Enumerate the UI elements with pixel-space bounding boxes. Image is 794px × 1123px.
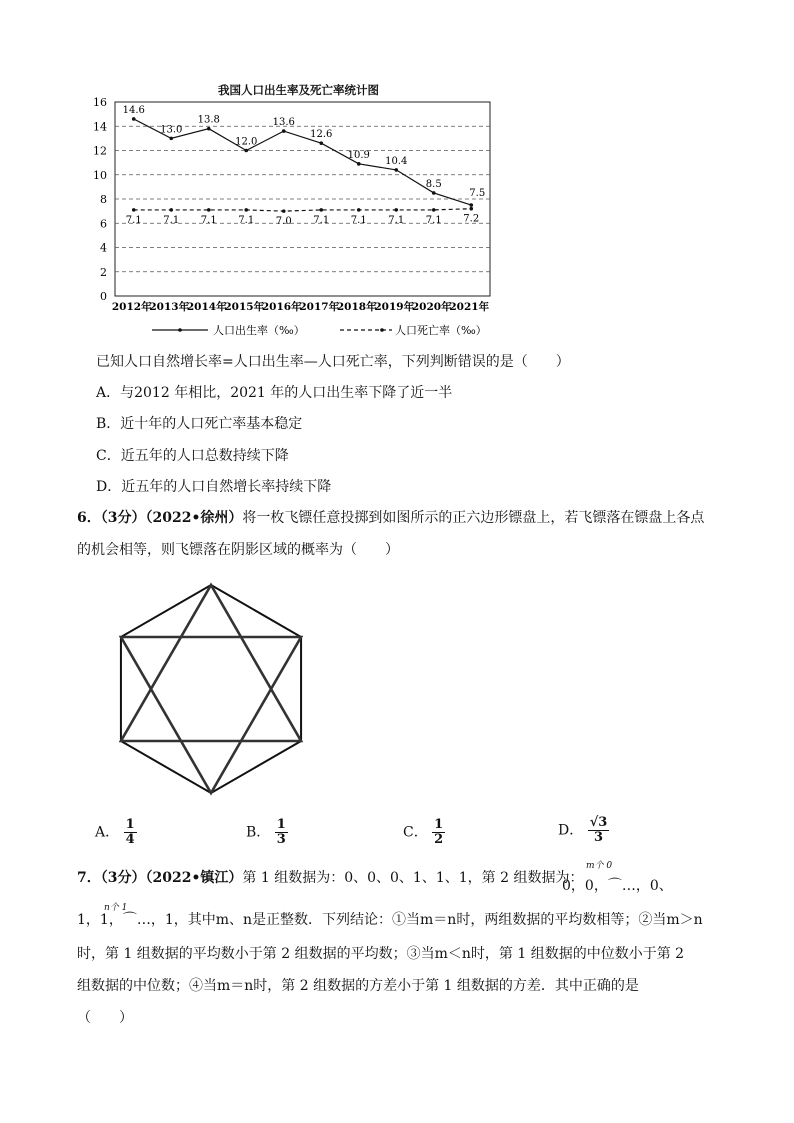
line-chart — [0, 0, 794, 360]
q6-line2: 的机会相等，则飞镖落在阴影区域的概率为（ ） — [77, 542, 399, 558]
q6-option-a: A． $\frac{1}{4}$ — [95, 817, 135, 847]
q7-group2-ones: 1，1，⌒…，1 — [77, 912, 174, 928]
x-tick-label: 2020年 — [411, 301, 452, 313]
hexagon-outline — [121, 585, 301, 793]
q7-n-ones-label: n个 1 — [104, 903, 128, 913]
y-tick-label: 10 — [93, 168, 107, 182]
q5-option-a: A．与2012 年相比，2021 年的人口出生率下降了近一半 — [96, 385, 453, 401]
y-tick-label: 0 — [100, 290, 107, 303]
q7-line4: 组数据的中位数；④当m＝n时，第 2 组数据的方差小于第 1 组数据的方差．其中正确的是 — [77, 978, 639, 994]
triangle-up — [121, 585, 301, 741]
death-rate-point — [357, 208, 361, 212]
birth-rate-point — [432, 191, 436, 195]
death-rate-label: 7.1 — [238, 214, 255, 226]
death-rate-label: 7.1 — [163, 214, 180, 226]
x-tick-label: 2019年 — [374, 301, 415, 313]
q7-line2: 1，1，⌒…，1，其中m、n是正整数．下列结论：①当m＝n时，两组数据的平均数相等；②当m＞n — [77, 912, 703, 928]
q6-option-c: C． $\frac{1}{2}$ — [403, 817, 444, 847]
birth-rate-point — [357, 162, 361, 166]
q6-option-d: D． $\frac{√3}{3}$ — [558, 815, 608, 845]
q6-option-b: B． $\frac{1}{3}$ — [246, 817, 286, 847]
x-tick-label: 2013年 — [149, 301, 190, 313]
death-rate-point — [469, 207, 473, 211]
death-rate-label: 7.1 — [350, 214, 367, 226]
x-tick-label: 2018年 — [336, 301, 377, 313]
x-tick-label: 2016年 — [261, 301, 302, 313]
birth-rate-point — [282, 129, 286, 133]
fraction: $\frac{1}{2}$ — [434, 817, 444, 847]
q5-option-b: B．近十年的人口死亡率基本稳定 — [96, 416, 303, 432]
q5-option-c: C．近五年的人口总数持续下降 — [96, 448, 289, 464]
q7-number: 7． — [77, 870, 101, 886]
birth-rate-point — [132, 117, 136, 121]
y-tick-label: 16 — [93, 96, 107, 109]
q7-line5: （ ） — [77, 1010, 133, 1026]
birth-rate-point — [207, 127, 211, 131]
birth-rate-point — [394, 168, 398, 172]
y-tick-label: 6 — [100, 217, 107, 231]
q7-group2-zeros: 0，0，⌒…，0、 — [562, 878, 673, 894]
q6-meta: （3分）（2022•徐州） — [100, 510, 243, 526]
death-rate-label: 7.1 — [425, 214, 442, 226]
death-rate-label: 7.1 — [200, 214, 217, 226]
q6-line1-text: 将一枚飞镖任意投掷到如图所示的正六边形镖盘上，若飞镖落在镖盘上各点 — [242, 510, 705, 526]
q7-line1 — [77, 868, 583, 888]
death-rate-point — [319, 208, 323, 212]
death-rate-point — [282, 209, 286, 213]
birth-rate-label: 14.6 — [122, 104, 145, 116]
x-tick-label: 2014年 — [186, 301, 227, 313]
q7-m-zeros-label: m个 0 — [586, 861, 613, 871]
birth-rate-label: 13.8 — [197, 114, 220, 126]
legend-death-label: 人口死亡率（‰） — [395, 324, 487, 337]
birth-rate-point — [169, 137, 173, 141]
birth-rate-label: 13.6 — [272, 117, 295, 129]
death-rate-label: 7.1 — [388, 214, 405, 226]
death-rate-point — [244, 208, 248, 212]
y-tick-label: 14 — [93, 120, 107, 134]
death-rate-label: 7.1 — [313, 214, 330, 226]
y-tick-label: 12 — [93, 144, 107, 158]
legend-birth-label: 人口出生率（‰） — [213, 324, 305, 337]
birth-rate-label: 12.0 — [235, 136, 258, 148]
death-rate-point — [394, 208, 398, 212]
q5-stem: 已知人口自然增长率=人口出生率—人口死亡率，下列判断错误的是（ ） — [96, 354, 570, 370]
death-rate-point — [132, 208, 136, 212]
birth-rate-point — [469, 203, 473, 207]
birth-rate-line — [134, 119, 472, 205]
legend-death-marker — [380, 328, 384, 332]
q7-line3: 时，第 1 组数据的平均数小于第 2 组数据的平均数；③当m＜n时，第 1 组数据的中位数小于第 2 — [77, 946, 685, 962]
birth-rate-label: 10.4 — [385, 155, 408, 167]
birth-rate-point — [244, 149, 248, 153]
death-rate-label: 7.1 — [125, 214, 142, 226]
fraction: $\frac{√3}{3}$ — [589, 815, 608, 845]
death-rate-label: 7.2 — [463, 213, 480, 225]
x-tick-label: 2021年 — [449, 301, 490, 313]
triangle-down — [121, 637, 301, 793]
birth-rate-label: 10.9 — [347, 149, 370, 161]
birth-rate-label: 12.6 — [310, 129, 333, 141]
death-rate-point — [169, 208, 173, 212]
death-rate-point — [207, 208, 211, 212]
q7-meta: （3分）（2022•镇江） — [100, 870, 243, 886]
fraction: $\frac{1}{4}$ — [125, 817, 135, 847]
x-tick-label: 2012年 — [111, 301, 152, 313]
death-rate-point — [432, 208, 436, 212]
death-rate-label: 7.0 — [275, 216, 292, 228]
birth-rate-label: 8.5 — [425, 178, 442, 190]
fraction: $\frac{1}{3}$ — [276, 817, 286, 847]
q6-number: 6． — [77, 510, 101, 526]
q5-option-d: D．近五年的人口自然增长率持续下降 — [96, 479, 332, 495]
legend-birth-marker — [178, 328, 182, 332]
y-tick-label: 8 — [100, 193, 107, 206]
q6-line1 — [77, 508, 704, 528]
chart-title: 我国人口出生率及死亡率统计图 — [218, 83, 379, 97]
x-tick-label: 2015年 — [224, 301, 265, 313]
death-rate-line — [134, 209, 472, 211]
y-tick-label: 4 — [100, 241, 107, 255]
q7-line1-text: 第 1 组数据为：0、0、0、1、1、1，第 2 组数据为： — [242, 870, 584, 886]
birth-rate-label: 13.0 — [160, 124, 183, 136]
birth-rate-point — [319, 141, 323, 145]
birth-rate-label: 7.5 — [469, 188, 486, 200]
y-tick-label: 2 — [100, 265, 107, 279]
x-tick-label: 2017年 — [299, 301, 340, 313]
